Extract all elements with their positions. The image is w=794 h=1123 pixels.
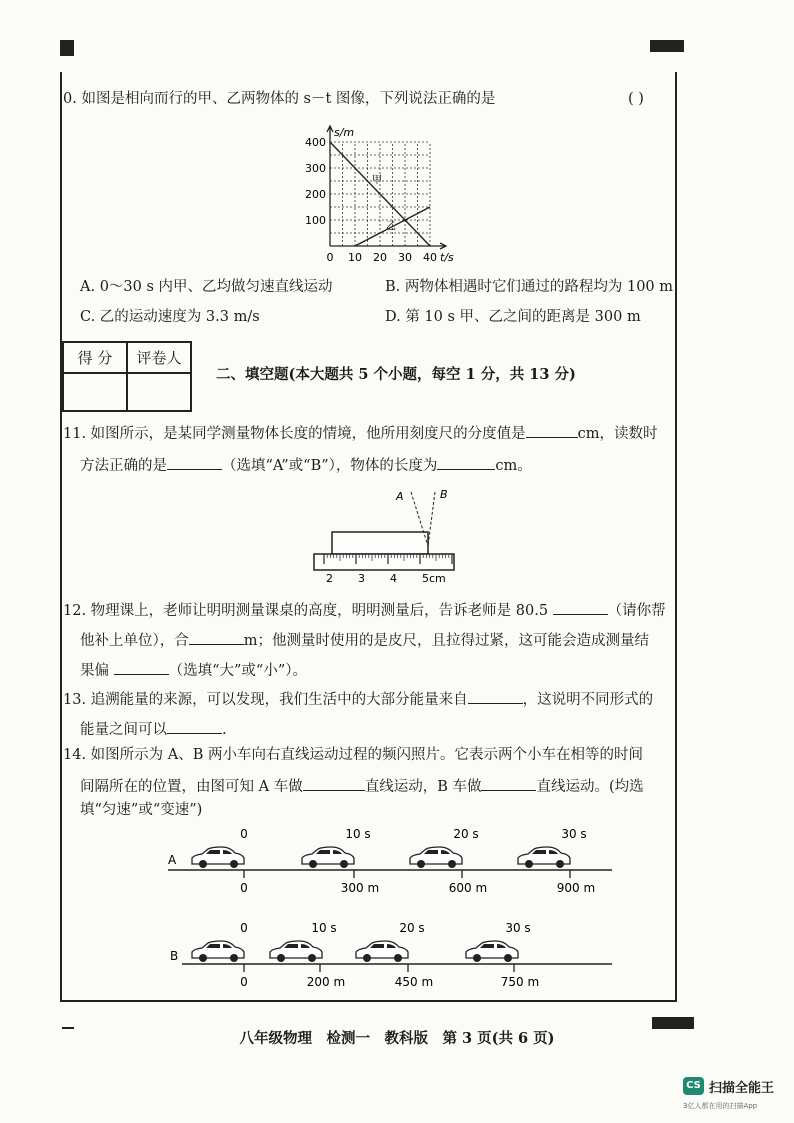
x-tick-label: 10 — [348, 251, 362, 264]
q13-line1-text: 13. 追溯能量的来源，可以发现，我们生活中的大部分能量来自 — [63, 692, 468, 708]
q13-line2-text: 能量之间可以 — [80, 722, 167, 738]
car-icon — [356, 941, 408, 962]
q12-blank-bias[interactable] — [114, 660, 169, 675]
car-icon — [192, 941, 244, 962]
q14-strobe-figure — [160, 826, 620, 996]
car-icon — [270, 941, 322, 962]
distance-label: 450 m — [394, 975, 434, 989]
score-label: 得 分 — [63, 342, 127, 373]
camscanner-logo-icon: CS — [683, 1077, 704, 1095]
q14-line2 — [80, 776, 644, 796]
series-label: 甲 — [372, 175, 382, 186]
q14-line2-tail: 直线运动。(均选 — [536, 779, 644, 795]
q11-blank-method[interactable] — [167, 455, 222, 470]
q12-line1-text: 12. 物理课上，老师让明明测量课桌的高度，明明测量后，告诉老师是 80.5 — [63, 603, 549, 619]
q13-blank-convert[interactable] — [167, 719, 222, 734]
x-tick-label: 30 — [398, 251, 412, 264]
page-footer: 八年级物理 检测一 教科版 第 3 页(共 6 页) — [239, 1030, 555, 1047]
time-label: 20 s — [453, 827, 479, 841]
y-tick-label: 400 — [305, 136, 326, 149]
q11-line2-text: 方法正确的是 — [80, 458, 167, 474]
q14-line2-mid: 直线运动，B 车做 — [364, 779, 482, 795]
score-cell — [63, 373, 127, 411]
q12-blank-unit[interactable] — [553, 600, 608, 615]
distance-label: 200 m — [306, 975, 346, 989]
q10-option-b: B. 两物体相遇时它们通过的路程均为 100 m — [385, 279, 674, 295]
track-b — [192, 921, 539, 989]
q14-blank-car-a[interactable] — [303, 776, 365, 791]
ruler-label: 5cm — [422, 572, 446, 585]
car-icon — [466, 941, 518, 962]
q11-line1-text: 11. 如图所示，是某同学测量物体长度的情境，他所用刻度尺的分度值是 — [63, 426, 526, 442]
q12-line3-text: 果偏 — [80, 663, 109, 679]
distance-label: 750 m — [500, 975, 540, 989]
grader-cell — [127, 373, 191, 411]
q12-line1 — [63, 600, 666, 620]
x-tick-label: 20 — [373, 251, 387, 264]
q10-st-chart — [296, 118, 466, 270]
track-a — [192, 827, 595, 895]
time-label: 30 s — [505, 921, 531, 935]
distance-label: 900 m — [556, 881, 596, 895]
x-axis-label: t/s — [440, 251, 454, 264]
q12-line2 — [80, 630, 649, 650]
y-tick-label: 100 — [305, 214, 326, 227]
ruler-label: 2 — [326, 572, 333, 585]
q12-line1-tail: （请你帮 — [607, 603, 666, 619]
q10-option-d: D. 第 10 s 甲、乙之间的距离是 300 m — [385, 309, 641, 325]
q10-option-a: A. 0～30 s 内甲、乙均做匀速直线运动 — [80, 279, 333, 295]
car-icon — [518, 847, 570, 868]
time-label: 20 s — [399, 921, 425, 935]
distance-label: 0 — [240, 881, 248, 895]
y-axis-label: s/m — [334, 126, 355, 139]
track-b-label: B — [170, 949, 179, 963]
corner-mark-top-left — [60, 40, 74, 56]
time-label: 10 s — [311, 921, 337, 935]
q13-line1 — [63, 689, 653, 709]
q11-line1-tail: cm，读数时 — [577, 426, 658, 442]
car-icon — [410, 847, 462, 868]
ruler-label: 3 — [358, 572, 365, 585]
q13-line1-tail: ，这说明不同形式的 — [522, 692, 654, 708]
q11-line2 — [80, 455, 532, 475]
time-label: 0 — [240, 827, 248, 841]
score-table — [62, 341, 192, 412]
q14-line3: 填“匀速”或“变速”) — [80, 802, 203, 818]
q14-line2-text: 间隔所在的位置，由图可知 A 车做 — [80, 779, 303, 795]
track-a-label: A — [168, 853, 177, 867]
car-icon — [192, 847, 244, 868]
q10-answer-paren: ( ) — [628, 91, 644, 107]
q12-line3-tail: （选填“大”或“小”）。 — [168, 663, 308, 679]
y-tick-label: 200 — [305, 188, 326, 201]
car-icon — [302, 847, 354, 868]
q14-blank-car-b[interactable] — [481, 776, 536, 791]
time-label: 0 — [240, 921, 248, 935]
measured-block — [332, 532, 428, 554]
time-label: 10 s — [345, 827, 371, 841]
q11-line2-tail: cm。 — [495, 458, 532, 474]
q11-blank-division[interactable] — [526, 423, 578, 438]
corner-mark-top-right — [650, 40, 684, 52]
q12-line2-tail: m；他测量时使用的是皮尺，且拉得过紧，这可能会造成测量结 — [243, 633, 649, 649]
distance-label: 300 m — [340, 881, 380, 895]
q13-blank-source[interactable] — [468, 689, 523, 704]
q11-line1 — [63, 423, 658, 443]
distance-label: 600 m — [448, 881, 488, 895]
q11-blank-length[interactable] — [437, 455, 495, 470]
ruler-label: 4 — [390, 572, 397, 585]
chart-ticks — [305, 126, 454, 264]
x-tick-label: 0 — [326, 251, 334, 264]
q13-line2 — [80, 719, 227, 739]
watermark-brand: 扫描全能王 — [709, 1081, 775, 1096]
watermark-sub: 3亿人都在用的扫描App — [683, 1102, 758, 1110]
distance-label: 0 — [240, 975, 248, 989]
q10-option-c: C. 乙的运动速度为 3.3 m/s — [80, 309, 260, 325]
q13-line2-tail: . — [222, 722, 227, 738]
q11-ruler-figure — [310, 478, 460, 588]
q12-line2-text: 他补上单位），合 — [80, 633, 189, 649]
x-tick-label: 40 — [423, 251, 437, 264]
q11-line2-mid: （选填“A”或“B”），物体的长度为 — [222, 458, 438, 474]
q12-blank-meters[interactable] — [189, 630, 244, 645]
q12-line3 — [80, 660, 307, 680]
series-label: 乙 — [386, 221, 396, 233]
y-tick-label: 300 — [305, 162, 326, 175]
time-label: 30 s — [561, 827, 587, 841]
view-label-a: A — [396, 490, 404, 503]
q14-line1: 14. 如图所示为 A、B 两小车向右直线运动过程的频闪照片。它表示两个小车在相等的时间 — [63, 747, 644, 763]
section2-title: 二、填空题(本大题共 5 个小题，每空 1 分，共 13 分) — [216, 366, 576, 383]
grader-label: 评卷人 — [127, 342, 191, 373]
sight-line-b — [428, 492, 435, 546]
q10-stem: 0. 如图是相向而行的甲、乙两物体的 s－t 图像，下列说法正确的是 — [63, 91, 496, 107]
view-label-b: B — [440, 488, 448, 501]
